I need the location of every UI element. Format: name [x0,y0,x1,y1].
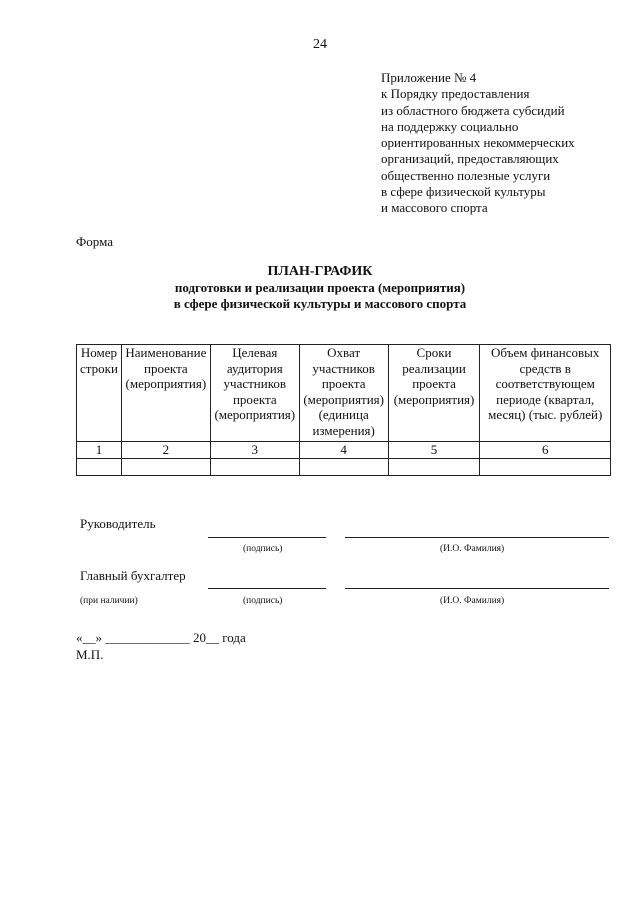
column-number: 5 [388,442,480,459]
form-label: Форма [76,234,113,249]
accountant-label: Главный бухгалтер [80,568,186,583]
header-target-audience: Целевая аудитория участников проекта (мероприятия) [210,345,299,442]
head-name-line [345,537,609,538]
document-title [0,264,640,312]
header-coverage: Охват участников проекта (мероприятия) (единица измерения) [299,345,388,442]
page-number: 24 [313,37,327,52]
stamp-place: М.П. [76,647,104,662]
table-row [77,458,611,475]
accountant-signature-line [208,588,326,589]
appendix-line: в сфере физической культуры [381,184,546,200]
appendix-line: к Порядку предоставления [381,86,530,102]
head-label: Руководитель [80,516,156,531]
accountant-name-line [345,588,609,589]
title-line: в сфере физической культуры и массового спорта [173,296,467,311]
appendix-line: общественно полезные услуги [381,167,551,183]
table-cell [480,458,611,475]
header-project-name: Наименование проекта (мероприятия) [121,345,210,442]
column-number: 1 [77,442,122,459]
accountant-name-caption: (И.О. Фамилия) [440,596,505,606]
appendix-line: из областного бюджета субсидий [381,102,565,118]
header-terms: Сроки реализации проекта (мероприятия) [388,345,480,442]
column-number: 2 [121,442,210,459]
appendix-line: ориентированных некоммерческих [381,135,575,151]
title-main: ПЛАН-ГРАФИК [267,264,373,279]
table-cell [121,458,210,475]
date-line: «__» _____________ 20__ года [76,630,246,645]
table-cell [210,458,299,475]
table-number-row [77,442,611,459]
appendix-block [381,70,575,217]
column-number: 6 [480,442,611,459]
title-line: подготовки и реализации проекта (мероприятия) [174,280,466,295]
appendix-line: Приложение № 4 [381,70,477,85]
head-signature-line [208,537,326,538]
appendix-line: организаций, предоставляющих [381,151,559,167]
accountant-signature-caption: (подпись) [243,596,283,606]
table-cell [299,458,388,475]
table-cell [77,458,122,475]
head-name-caption: (И.О. Фамилия) [440,544,505,554]
if-any-caption: (при наличии) [80,596,138,606]
appendix-line: и массового спорта [381,200,488,216]
head-signature-caption: (подпись) [243,544,283,554]
table-cell [388,458,480,475]
column-number: 4 [299,442,388,459]
column-number: 3 [210,442,299,459]
table-header-row [77,345,611,442]
header-row-number: Номер строки [77,345,122,442]
header-funding: Объем финансовых средств в соответствующем периоде (квартал, месяц) (тыс. рублей) [480,345,611,442]
appendix-line: на поддержку социально [381,118,519,134]
plan-table [76,344,611,476]
